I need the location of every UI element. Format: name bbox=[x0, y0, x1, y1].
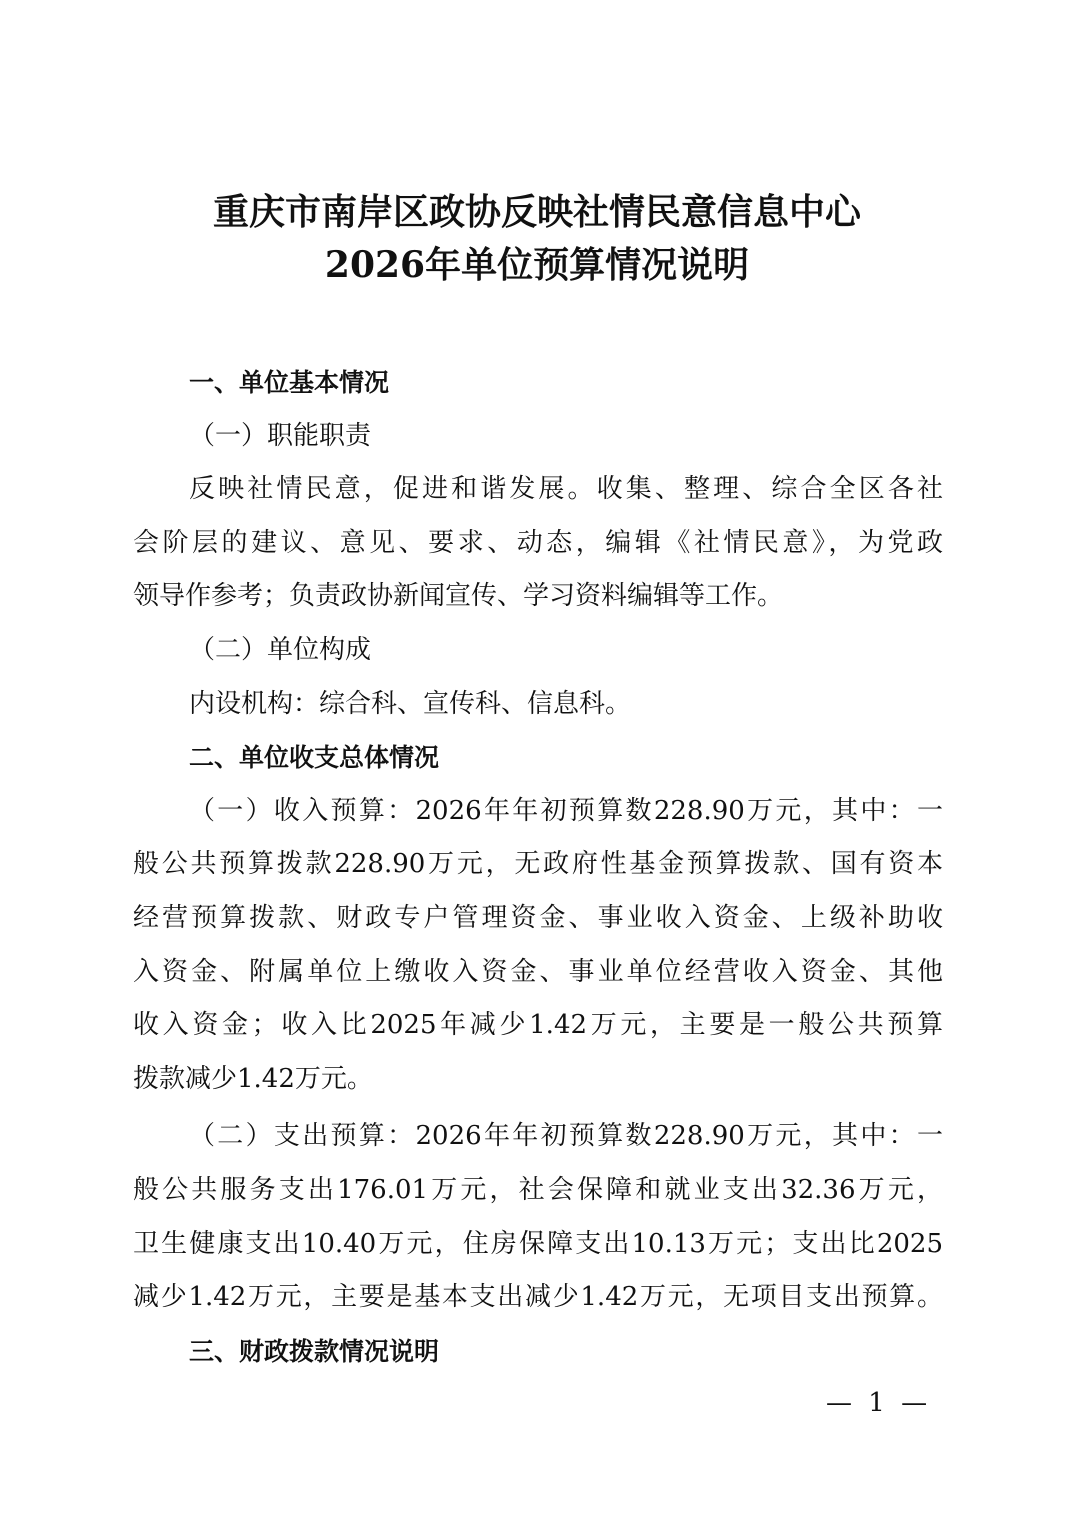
paragraph-line: 内设机构：综合科、宣传科、信息科。 bbox=[189, 688, 632, 719]
paragraph-line: 卫生健康支出10.40万元，住房保障支出10.13万元；支出比2025 bbox=[133, 1228, 943, 1259]
paragraph-line: 领导作参考；负责政协新闻宣传、学习资料编辑等工作。 bbox=[133, 581, 784, 612]
paragraph-line: 收入资金；收入比2025年减少1.42万元，主要是一般公共预算 bbox=[133, 1010, 943, 1041]
paragraph-line: 减少1.42万元，主要是基本支出减少1.42万元，无项目支出预算。 bbox=[133, 1282, 943, 1313]
subsection-heading: （二）单位构成 bbox=[189, 634, 372, 665]
subsection-heading: （一）职能职责 bbox=[189, 420, 372, 451]
paragraph-line: 般公共预算拨款228.90万元，无政府性基金预算拨款、国有资本 bbox=[133, 849, 943, 880]
paragraph-line: 入资金、附属单位上缴收入资金、事业单位经营收入资金、其他 bbox=[133, 956, 943, 987]
section-heading: 一、单位基本情况 bbox=[189, 368, 390, 397]
section-heading: 二、单位收支总体情况 bbox=[189, 743, 440, 773]
document-body bbox=[133, 356, 943, 1378]
paragraph-line: （一）收入预算：2026年年初预算数228.90万元，其中：一 bbox=[189, 795, 943, 826]
paragraph-line: 般公共服务支出176.01万元，社会保障和就业支出32.36万元， bbox=[133, 1174, 943, 1205]
paragraph-line: 拨款减少1.42万元。 bbox=[133, 1063, 373, 1094]
document-title-line1: 重庆市南岸区政协反映社情民意信息中心 bbox=[212, 191, 861, 233]
paragraph-line: 会阶层的建议、意见、要求、动态，编辑《社情民意》，为党政 bbox=[133, 527, 943, 558]
paragraph-line: （二）支出预算：2026年年初预算数228.90万元，其中：一 bbox=[189, 1121, 943, 1152]
paragraph-line: 反映社情民意，促进和谐发展。收集、整理、综合全区各社 bbox=[189, 474, 943, 505]
paragraph-line: 经营预算拨款、财政专户管理资金、事业收入资金、上级补助收 bbox=[133, 902, 943, 933]
document-title-line2: 2026年单位预算情况说明 bbox=[324, 244, 750, 286]
page-number: — 1 — bbox=[826, 1388, 932, 1418]
section-heading: 三、财政拨款情况说明 bbox=[189, 1336, 440, 1366]
